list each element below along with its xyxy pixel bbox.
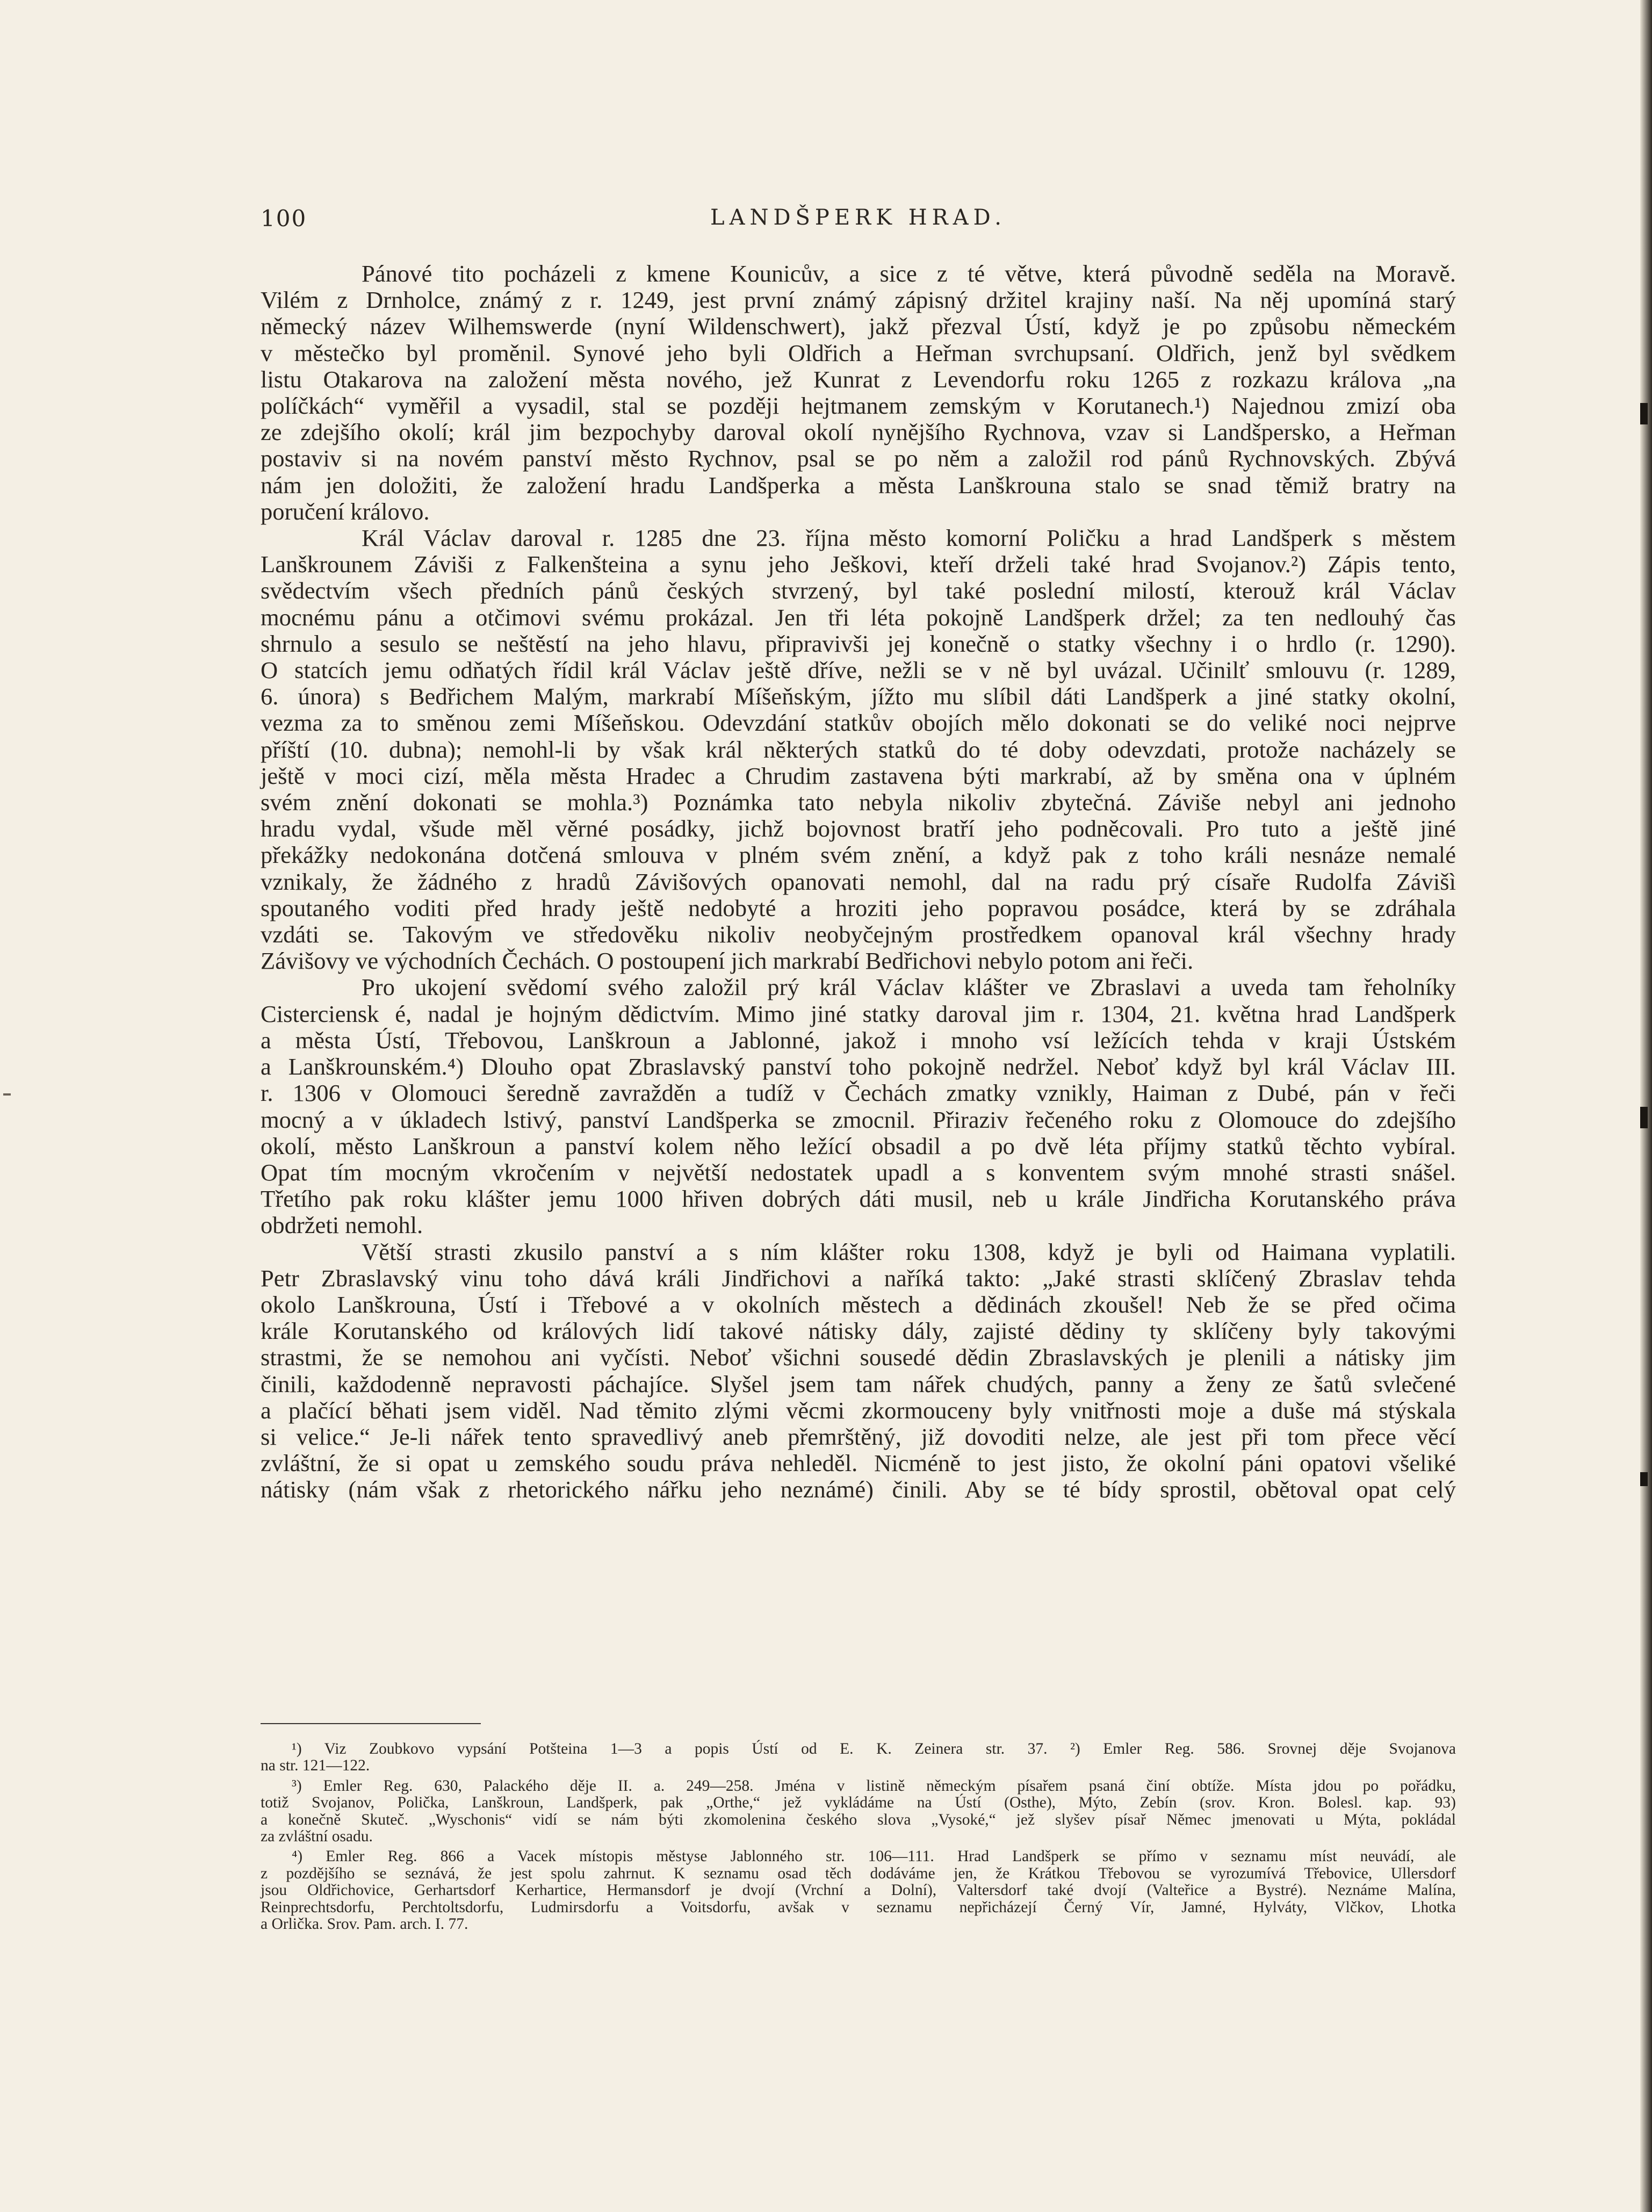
text-line: postaviv si na novém panství město Rychnov, psal se po něm a založil rod pánů Rychnovských. Zbývá	[261, 445, 1456, 472]
text-line: listu Otakarova na založení města nového, jež Kunrat z Levendorfu roku 1265 z rozkazu králova „na	[261, 365, 1456, 393]
text-line: Petr Zbraslavský vinu toho dává králi Jindřichovi a naříká takto: „Jaké strasti sklíčený Zbraslav tehda	[261, 1264, 1456, 1292]
text-line: Král Václav daroval r. 1285 dne 23. října město komorní Poličku a hrad Landšperk s městem	[362, 524, 1456, 552]
text-line: Větší strasti zkusilo panství a s ním klášter roku 1308, když je byli od Haimana vyplatili.	[362, 1238, 1456, 1265]
text-line: poručení královo.	[261, 498, 430, 525]
paragraph	[261, 525, 1456, 974]
text-line: Třetího pak roku klášter jemu 1000 hřiven dobrých dáti musil, neb u krále Jindřicha Korutanského práva	[261, 1185, 1456, 1213]
text-line: a města Ústí, Třebovou, Lanškroun a Jablonné, jakož i mnoho vsí ležících tehda v kraji Ústském	[261, 1026, 1456, 1054]
text-line: r. 1306 v Olomouci šeredně zavražděn a tudíž v Čechách zmatky vznikly, Haiman z Dubé, pán v řeči	[261, 1079, 1456, 1107]
text-line: a Lanškrounském.⁴) Dlouho opat Zbraslavský panství toho pokojně nedržel. Neboť když byl král Václav III.	[261, 1053, 1456, 1080]
page-header	[261, 205, 1456, 237]
text-line: Cisterciensk é, nadal je hojným dědictvím. Mimo jiné statky daroval jim r. 1304, 21. května hrad Landšperk	[261, 1000, 1456, 1027]
text-line: německý název Wilhemswerde (nyní Wildenschwert), jakž přezval Ústí, když je po způsobu německém	[261, 313, 1456, 340]
text-line: Pro ukojení svědomí svého založil prý král Václav klášter ve Zbraslavi a uveda tam řeholníky	[362, 974, 1456, 1001]
text-line: a plačící běhati jsem viděl. Nad těmito zlými věcmi zkormouceny byly vnitřnosti moje a duše má stýskala	[261, 1396, 1456, 1424]
text-line: Opat tím mocným vkročením v největší nedostatek upadl a s konventem svým mnohé strasti snášel.	[261, 1158, 1456, 1186]
text-line: nám jen doložiti, že založení hradu Landšperka a města Lanškrouna stalo se snad těmiž bratry na	[261, 471, 1456, 499]
margin-speck	[3, 1093, 11, 1096]
running-title: LANDŠPERK HRAD.	[710, 205, 1006, 230]
page-edge-shadow	[1640, 0, 1652, 2212]
text-line: shrnulo a sesulo se neštěstí na jeho hlavu, připravivši jej konečně o statky všechny i o hrdlo (r. 1290).	[261, 630, 1456, 657]
text-line: příští (10. dubna); nemohl-li by však král některých statků do té doby odevzdati, protože nacházely se	[261, 736, 1456, 763]
footnote	[261, 1848, 1456, 1933]
body-text	[261, 261, 1456, 1503]
text-line: činili, každodenně nepravosti páchajíce. Slyšel jsem tam nářek chudých, panny a ženy ze šatů svlečené	[261, 1370, 1456, 1397]
footnote	[261, 1741, 1456, 1775]
footnotes	[261, 1741, 1456, 1936]
text-line: O statcích jemu odňatých řídil král Václav ještě dříve, nežli se v ně byl uvázal. Učinilť smlouvu (r. 1289,	[261, 657, 1456, 684]
paragraph	[261, 974, 1456, 1238]
text-line: políčkách“ vyměřil a vysadil, stal se později hejtmanem zemským v Korutanech.¹) Najednou zmizí oba	[261, 392, 1456, 420]
footnote-line: na str. 121—122.	[261, 1757, 370, 1775]
paragraph	[261, 261, 1456, 525]
text-line: strastmi, že se nemohou ani vyčísti. Neboť všichni sousedé dědin Zbraslavských je plenili a nátisky jim	[261, 1344, 1456, 1371]
footnote-line: ³) Emler Reg. 630, Palackého děje II. a. 249—258. Jména v listině německým písařem psaná činí obtíže. Místa jdou po pořádku,	[292, 1777, 1456, 1795]
text-line: nátisky (nám však z rhetorického nářku jeho neznámé) činili. Aby se té bídy sprostil, obětoval opat celý	[261, 1476, 1456, 1503]
text-line: zvláštní, že si opat u zemského soudu práva nehleděl. Nicméně to jest jisto, že okolní páni opatovi všeliké	[261, 1450, 1456, 1477]
text-line: obdržeti nemohl.	[261, 1212, 423, 1239]
text-line: Lanškrounem Záviši z Falkenšteina a synu jeho Ješkovi, kteří drželi také hrad Svojanov.²) Zápis tento,	[261, 551, 1456, 578]
text-line: Závišovy ve východních Čechách. O postoupení jich markrabí Bedřichovi nebylo potom ani řeči.	[261, 947, 1194, 975]
text-line: Pánové tito pocházeli z kmene Kounicův, a sice z té větve, která původně seděla na Moravě.	[362, 260, 1456, 287]
paragraph	[261, 1239, 1456, 1503]
page-number: 100	[261, 205, 307, 232]
footnote	[261, 1778, 1456, 1846]
text-line: vzdáti se. Takovým ve středověku nikoliv neobyčejným prostředkem opanoval král všechny hrady	[261, 921, 1456, 948]
footnote-line: a Orlička. Srov. Pam. arch. I. 77.	[261, 1915, 468, 1933]
edge-mark	[1640, 1472, 1648, 1486]
text-line: vznikaly, že žádného z hradů Závišových opanovati nemohl, dal na radu prý císaře Rudolfa Závišì	[261, 868, 1456, 895]
text-line: mocný a v úkladech lstivý, panství Landšperka se zmocnil. Přiraziv řečeného roku z Olomouce do zdejšího	[261, 1106, 1456, 1133]
text-line: svědectvím všech předních pánů českých stvrzený, byl také poslední milostí, kterouž král Václav	[261, 577, 1456, 604]
footnote-line: za zvláštní osadu.	[261, 1828, 373, 1846]
text-line: svém znění dokonati se mohla.³) Poznámka tato nebyla nikoliv zbytečná. Záviše nebyl ani jednoho	[261, 789, 1456, 816]
footnote-line: z pozdějšího se seznává, že jest spolu zahrnut. K seznamu osad těch dodáváme jen, že Krátkou Třebovou se vyrozumívá Třebovice, Ullersdorf	[261, 1864, 1456, 1882]
text-line: ze zdejšího okolí; král jim bezpochyby daroval okolí nynějšího Rychnova, vzav si Landšpersko, a Heřman	[261, 419, 1456, 446]
footnote-line: Reinprechtsdorfu, Perchtoltsdorfu, Ludmirsdorfu a Voitsdorfu, avšak v seznamu nepřicházejí Černý Vír, Jamné, Hylváty, Vlčkov, Lhotka	[261, 1898, 1456, 1916]
text-line: vezma za to směnou zemi Míšeňskou. Odevzdání statkův obojích mělo dokonati se do veliké noci nejprve	[261, 709, 1456, 737]
footnote-line: totiž Svojanov, Polička, Lanškroun, Landšperk, pak „Orthe,“ jež vykládáme na Ústí (Osthe), Mýto, Zebín (srov. Kron. Bolesl. kap. 93)	[261, 1794, 1456, 1812]
text-line: okolí, město Lanškroun a panství kolem něho ležící obsadil a po dvě léta příjmy statků těchto vybíral.	[261, 1132, 1456, 1159]
footnote-line: ¹) Viz Zoubkovo vypsání Potšteina 1—3 a popis Ústí od E. K. Zeinera str. 37. ²) Emler Reg. 586. Srovnej děje Svojanova	[292, 1740, 1456, 1757]
text-line: hradu vydal, všude měl věrné posádky, jichž bojovnost bratří jeho podněcovali. Pro tuto a ještě jiné	[261, 815, 1456, 842]
text-line: si velice.“ Je-li nářek tento spravedlivý aneb přemrštěný, již dovoditi nelze, ale jest při tom přece věcí	[261, 1423, 1456, 1450]
text-line: ještě v moci cizí, měla města Hradec a Chrudim zastavena býti markrabí, až by směna ona v úplném	[261, 762, 1456, 789]
text-line: okolo Lanškrouna, Ústí i Třebové a v okolních městech a dědinách zkoušel! Neb že se před očima	[261, 1291, 1456, 1318]
footnote-line: ⁴) Emler Reg. 866 a Vacek místopis městyse Jablonného str. 106—111. Hrad Landšperk se přímo v seznamu míst neuvádí, ale	[292, 1848, 1456, 1865]
text-line: spoutaného voditi před hrady ještě nedobyté a hroziti jeho popravou posádce, která by se zdráhala	[261, 894, 1456, 921]
text-line: mocnému pánu a otčimovi svému prokázal. Jen tři léta pokojně Landšperk držel; za ten nedlouhý čas	[261, 603, 1456, 631]
text-line: Vilém z Drnholce, známý z r. 1249, jest první známý zápisný držitel krajiny naší. Na něj upomíná starý	[261, 286, 1456, 314]
footnote-rule	[261, 1723, 481, 1724]
text-line: překážky nedokonána dotčená smlouva v plném svém znění, a když pak z toho králi nesnáze nemalé	[261, 841, 1456, 869]
text-line: 6. února) s Bedřichem Malým, markrabí Míšeňským, jížto mu slíbil dáti Landšperk a jiné statky okolní,	[261, 683, 1456, 710]
footnote-line: a konečně Skuteč. „Wyschonis“ vidí se nám býti zkomolenina českého slova „Vysoké,“ jež slyšev písař Němec jmenovati u Mýta, pokládal	[261, 1811, 1456, 1828]
edge-mark	[1640, 403, 1648, 424]
text-line: krále Korutanského od králových lidí takové nátisky dály, zajisté dědiny ty sklíčeny byly takovými	[261, 1317, 1456, 1345]
text-line: v městečko byl proměnil. Synové jeho byli Oldřich a Heřman svrchupsaní. Oldřich, jenž byl svědkem	[261, 339, 1456, 366]
footnote-line: jsou Oldřichovice, Gerhartsdorf Kerhartice, Hermansdorf je dvojí (Vrchní a Dolní), Valtersdorf také dvojí (Valteřice a Bystré). Neznáme Malína,	[261, 1882, 1456, 1899]
edge-mark	[1640, 1107, 1648, 1128]
